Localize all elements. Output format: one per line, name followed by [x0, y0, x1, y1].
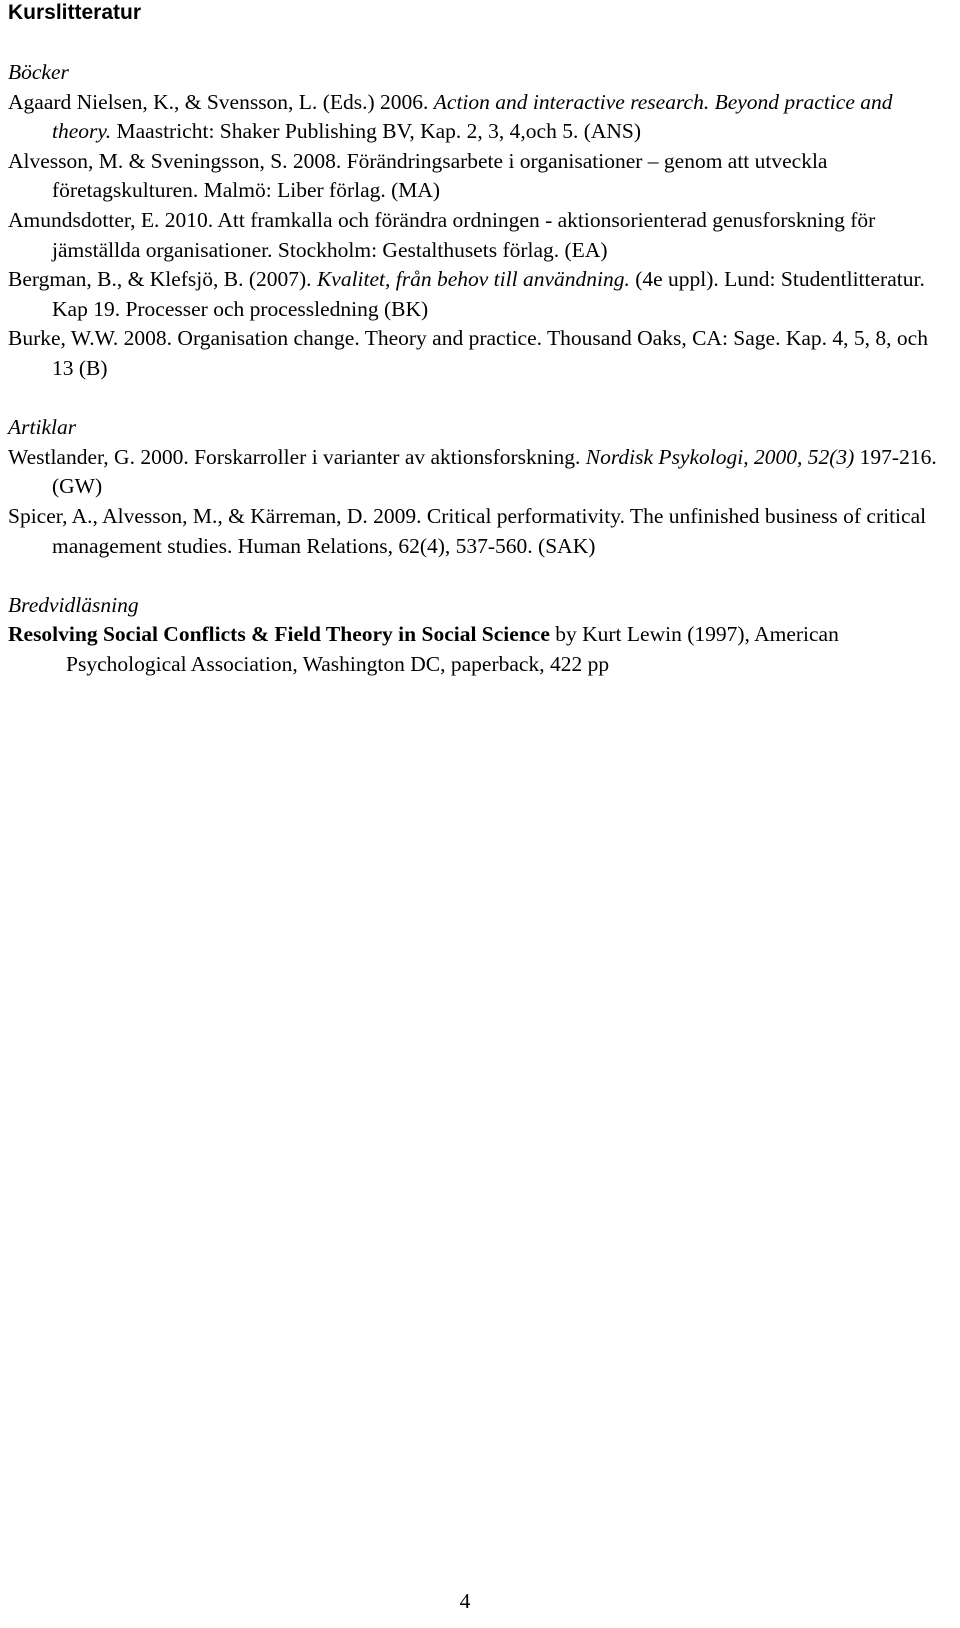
section-heading-extra-reading: Bredvidläsning [8, 592, 139, 617]
articles-list [8, 443, 948, 561]
book-ref: Burke, W.W. 2008. Organisation change. Theory and practice. Thousand Oaks, CA: Sage. Kap. 4, 5, 8, och 13 (B) [8, 326, 928, 380]
books-list [8, 88, 948, 384]
book-ref: Amundsdotter, E. 2010. Att framkalla och förändra ordningen - aktionsorienterad genusforskning för jämställda organisationer. Stockholm: Gestalthusets förlag. (EA) [8, 207, 876, 262]
article-ref: Spicer, A., Alvesson, M., & Kärreman, D. 2009. Critical performativity. The unfinished business of critical management studies. Human Relations, 62(4), 537-560. (SAK) [8, 503, 927, 558]
page-number: 4 [459, 1589, 471, 1613]
reference-list [8, 58, 948, 679]
book-ref: Alvesson, M. & Sveningsson, S. 2008. Förändringsarbete i organisationer – genom att utveckla företagskulturen. Malmö: Liber förlag. (MA) [8, 148, 828, 203]
page-title: Kurslitteratur [8, 1, 142, 24]
book-ref: Bergman, B., & Klefsjö, B. (2007). Kvalitet, från behov till användning. (4e uppl). Lund: Studentlitteratur. Kap 19. Processer och processledning (BK) [8, 267, 925, 321]
section-heading-articles: Artiklar [8, 415, 77, 440]
extra-reading-ref: Resolving Social Conflicts & Field Theory in Social Science by Kurt Lewin (1997), American Psychological Association, Washington DC, paperback, 422 pp [8, 622, 839, 676]
article-ref: Westlander, G. 2000. Forskarroller i varianter av aktionsforskning. Nordisk Psykologi, 2000, 52(3) 197-216.(GW) [8, 444, 937, 499]
extra-reading-list [8, 620, 948, 679]
section-heading-books: Böcker [8, 60, 69, 84]
book-ref: Agaard Nielsen, K., & Svensson, L. (Eds.) 2006. Action and interactive research. Beyond practice and theory. Maastricht: Shaker Publishing BV, Kap. 2, 3, 4,och 5. (ANS) [8, 89, 893, 144]
